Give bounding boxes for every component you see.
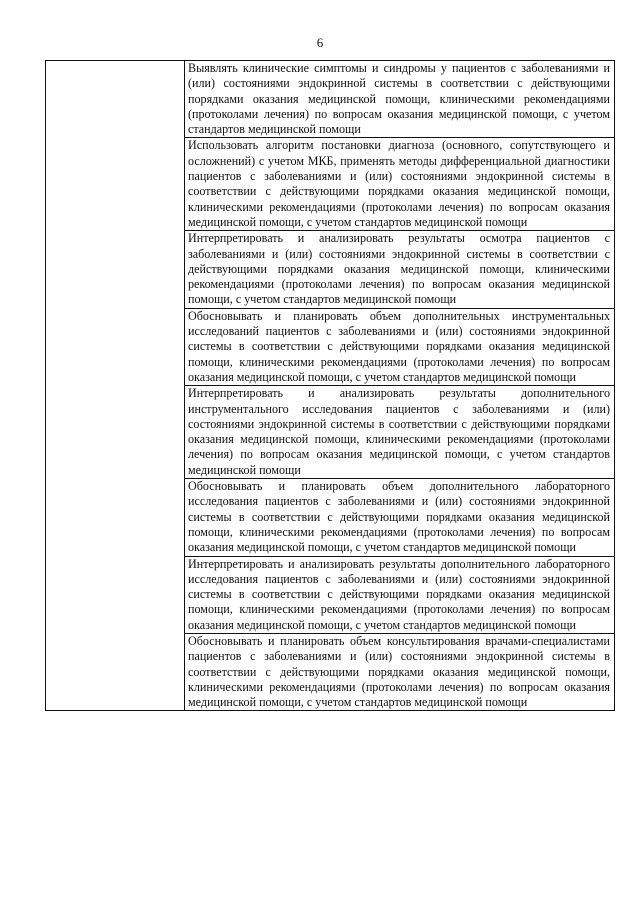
table-row <box>46 61 615 138</box>
page-number: 6 <box>316 35 324 50</box>
cell-text: Использовать алгоритм постановки диагноза (основного, сопутствующего и осложнений) с учетом МКБ, применять методы дифференциальной диагностики пациентов с заболеваниями и (или) состояниями эндокринной системы в соответствии с действующими порядками оказания медицинской помощи, клиническими рекомендациями (протоколами лечения) по вопросам оказания медицинской помощи, с учетом стандартов медицинской помощи <box>188 138 610 229</box>
left-empty-cell <box>46 61 185 711</box>
cell-text: Интерпретировать и анализировать результаты осмотра пациентов с заболеваниями и (или) состояниями эндокринной системы в соответствии с действующими порядками оказания медицинской помощи, клиническими рекомендациями (протоколами лечения) по вопросам оказания медицинской помощи, с учетом стандартов медицинской помощи <box>188 231 610 307</box>
cell-text: Обосновывать и планировать объем дополнительных инструментальных исследований пациентов с заболеваниями и (или) состояниями эндокринной системы в соответствии с действующими порядками оказания медицинской помощи, клиническими рекомендациями (протоколами лечения) по вопросам оказания медицинской помощи, с учетом стандартов медицинской помощи <box>188 308 610 384</box>
cell-text: Интерпретировать и анализировать результаты дополнительного лабораторного исследования пациентов с заболеваниями и (или) состояниями эндокринной системы в соответствии с действующими порядками оказания медицинской помощи, клиническими рекомендациями (протоколами лечения) по вопросам оказания медицинской помощи, с учетом стандартов медицинской помощи <box>188 556 610 632</box>
table-cell <box>185 308 615 385</box>
table-cell <box>185 231 615 308</box>
table-cell <box>185 386 615 479</box>
cell-text: Обосновывать и планировать объем консультирования врачами-специалистами пациентов с заболеваниями и (или) состояниями эндокринной системы в соответствии с действующими порядками оказания медицинской помощи, клиническими рекомендациями (протоколами лечения) по вопросам оказания медицинской помощи, с учетом стандартов медицинской помощи <box>188 633 610 710</box>
table-cell <box>185 633 615 710</box>
cell-text: Обосновывать и планировать объем дополнительного лабораторного исследования пациентов с заболеваниями и (или) состояниями эндокринной системы в соответствии с действующими порядками оказания медицинской помощи, клиническими рекомендациями (протоколами лечения) по вопросам оказания медицинской помощи, с учетом стандартов медицинской помощи <box>188 479 610 555</box>
table-cell <box>185 61 615 138</box>
table-cell <box>185 138 615 231</box>
table-cell <box>185 479 615 556</box>
table-cell <box>185 556 615 633</box>
cell-text: Интерпретировать и анализировать результаты дополнительного инструментального исследования пациентов с заболеваниями и (или) состояниями эндокринной системы в соответствии с действующими порядками оказания медицинской помощи, клиническими рекомендациями (протоколами лечения) по вопросам оказания медицинской помощи, с учетом стандартов медицинской помощи <box>188 386 610 477</box>
cell-text: Выявлять клинические симптомы и синдромы у пациентов с заболеваниями и (или) состояниями эндокринной системы в соответствии с действующими порядками оказания медицинской помощи, клиническими рекомендациями (протоколами лечения) по вопросам оказания медицинской помощи, с учетом стандартов медицинской помощи <box>188 61 610 137</box>
skills-table <box>45 60 615 711</box>
